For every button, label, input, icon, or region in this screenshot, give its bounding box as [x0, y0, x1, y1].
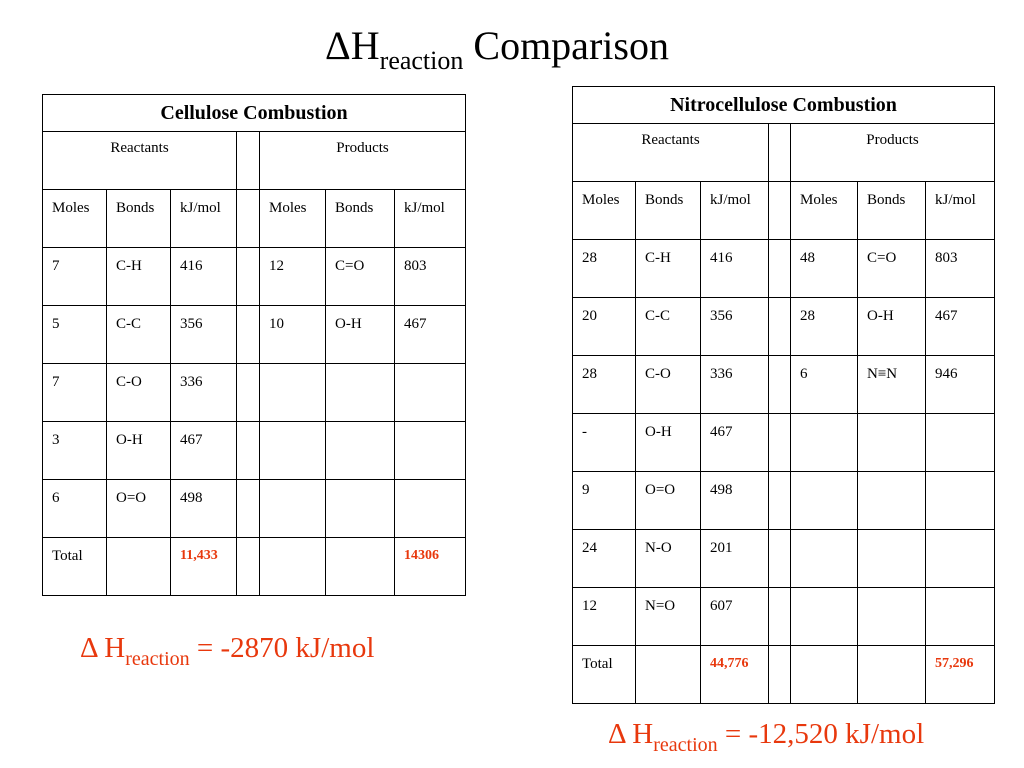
table-cell: N=O: [636, 588, 701, 646]
table-cell: 10: [260, 306, 326, 364]
column-header: Moles: [791, 182, 858, 240]
table-cell: 607: [701, 588, 769, 646]
column-header: kJ/mol: [701, 182, 769, 240]
table-cell: C-C: [636, 298, 701, 356]
table-cell: [926, 472, 995, 530]
table-cell: [395, 422, 466, 480]
separator-cell: [769, 588, 791, 646]
table-cell: C-H: [107, 248, 171, 306]
separator-cell: [237, 538, 260, 596]
table-cell: C-O: [636, 356, 701, 414]
total-label: Total: [573, 646, 636, 704]
table-cell: C-O: [107, 364, 171, 422]
reactants-label: Reactants: [43, 132, 237, 190]
table-cell: [926, 588, 995, 646]
table-cell: O=O: [107, 480, 171, 538]
table-cell: 803: [395, 248, 466, 306]
table-heading-row: [43, 95, 466, 132]
table-heading: Cellulose Combustion: [43, 95, 466, 132]
table-cell: [858, 414, 926, 472]
result-delta-h: Δ H: [80, 632, 126, 664]
total-row: [573, 646, 995, 704]
table-cell: N-O: [636, 530, 701, 588]
column-header: kJ/mol: [926, 182, 995, 240]
table-cell: [791, 472, 858, 530]
result-subscript: reaction: [653, 734, 718, 756]
table-cell: [326, 480, 395, 538]
cellulose-enthalpy-result: [80, 632, 375, 670]
table-cell: [326, 364, 395, 422]
table-cell: 5: [43, 306, 107, 364]
products-label: Products: [791, 124, 995, 182]
table-cell: 48: [791, 240, 858, 298]
table-cell: [260, 364, 326, 422]
table-row: [43, 422, 466, 480]
separator-cell: [769, 530, 791, 588]
column-header: Bonds: [107, 190, 171, 248]
title-subscript: reaction: [379, 46, 464, 75]
table-cell: [260, 422, 326, 480]
separator-cell: [237, 422, 260, 480]
nitrocellulose-enthalpy-result: [608, 718, 925, 756]
table-cell: [260, 538, 326, 596]
table-cell: 6: [791, 356, 858, 414]
separator-cell: [769, 124, 791, 182]
table-row: [573, 414, 995, 472]
table-cell: [858, 588, 926, 646]
table-row: [573, 472, 995, 530]
separator-cell: [769, 472, 791, 530]
table-cell: [926, 530, 995, 588]
result-value: = -2870 kJ/mol: [189, 632, 375, 664]
table-cell: O-H: [326, 306, 395, 364]
table-cell: 7: [43, 248, 107, 306]
table-cell: O-H: [636, 414, 701, 472]
table-cell: 946: [926, 356, 995, 414]
separator-cell: [769, 240, 791, 298]
separator-cell: [237, 364, 260, 422]
separator-cell: [237, 248, 260, 306]
table-cell: [791, 530, 858, 588]
table-cell: C=O: [858, 240, 926, 298]
table-row: [573, 588, 995, 646]
table-heading-row: [573, 87, 995, 124]
table-group-row: [43, 132, 466, 190]
table-cell: 416: [171, 248, 237, 306]
table-cell: N≡N: [858, 356, 926, 414]
table-cell: 336: [701, 356, 769, 414]
table-cell: 3: [43, 422, 107, 480]
separator-cell: [237, 132, 260, 190]
result-subscript: reaction: [125, 648, 190, 670]
title-text: Comparison: [463, 23, 669, 68]
table-cell: [326, 422, 395, 480]
separator-cell: [769, 646, 791, 704]
table-row: [573, 298, 995, 356]
table-cell: 467: [171, 422, 237, 480]
separator-cell: [769, 182, 791, 240]
products-total: 57,296: [926, 646, 995, 704]
table-cell: [107, 538, 171, 596]
table-cell: 20: [573, 298, 636, 356]
table-cell: 467: [926, 298, 995, 356]
table-cell: C=O: [326, 248, 395, 306]
cellulose-combustion-table: [42, 94, 466, 596]
table-cell: C-C: [107, 306, 171, 364]
separator-cell: [237, 306, 260, 364]
table-row: [573, 356, 995, 414]
separator-cell: [769, 356, 791, 414]
table-cell: -: [573, 414, 636, 472]
table-cell: 467: [395, 306, 466, 364]
table-cell: [926, 414, 995, 472]
table-row: [43, 480, 466, 538]
table-cell: O-H: [107, 422, 171, 480]
table-cell: [858, 530, 926, 588]
table-group-row: [573, 124, 995, 182]
table-cell: 12: [573, 588, 636, 646]
reactants-label: Reactants: [573, 124, 769, 182]
column-header: Bonds: [858, 182, 926, 240]
table-cell: [791, 588, 858, 646]
page-title: [0, 20, 994, 75]
table-cell: [395, 480, 466, 538]
table-cell: 336: [171, 364, 237, 422]
table-cell: 467: [701, 414, 769, 472]
table-cell: 12: [260, 248, 326, 306]
table-row: [43, 306, 466, 364]
total-row: [43, 538, 466, 596]
table-cell: 28: [573, 356, 636, 414]
table-cell: 498: [171, 480, 237, 538]
table-cell: C-H: [636, 240, 701, 298]
table-heading: Nitrocellulose Combustion: [573, 87, 995, 124]
column-header-row: [573, 182, 995, 240]
table-cell: [326, 538, 395, 596]
result-value: = -12,520 kJ/mol: [717, 718, 925, 750]
table-row: [43, 364, 466, 422]
column-header-row: [43, 190, 466, 248]
result-delta-h: Δ H: [608, 718, 654, 750]
table-row: [573, 530, 995, 588]
separator-cell: [237, 480, 260, 538]
table-cell: [395, 364, 466, 422]
table-cell: [858, 472, 926, 530]
products-total: 14306: [395, 538, 466, 596]
separator-cell: [237, 190, 260, 248]
table-cell: 6: [43, 480, 107, 538]
column-header: Moles: [573, 182, 636, 240]
column-header: kJ/mol: [395, 190, 466, 248]
column-header: kJ/mol: [171, 190, 237, 248]
table-cell: O=O: [636, 472, 701, 530]
total-label: Total: [43, 538, 107, 596]
table-cell: 498: [701, 472, 769, 530]
table-cell: 416: [701, 240, 769, 298]
table-cell: 356: [701, 298, 769, 356]
table-cell: 201: [701, 530, 769, 588]
table-cell: 803: [926, 240, 995, 298]
table-cell: [858, 646, 926, 704]
separator-cell: [769, 298, 791, 356]
products-label: Products: [260, 132, 466, 190]
title-delta-h: ΔH: [325, 23, 380, 68]
table-cell: 9: [573, 472, 636, 530]
column-header: Bonds: [326, 190, 395, 248]
nitrocellulose-combustion-table: [572, 86, 995, 704]
table-cell: [260, 480, 326, 538]
table-cell: 7: [43, 364, 107, 422]
reactants-total: 11,433: [171, 538, 237, 596]
column-header: Moles: [43, 190, 107, 248]
table-row: [43, 248, 466, 306]
separator-cell: [769, 414, 791, 472]
table-cell: [636, 646, 701, 704]
table-row: [573, 240, 995, 298]
table-cell: 356: [171, 306, 237, 364]
table-cell: [791, 646, 858, 704]
column-header: Moles: [260, 190, 326, 248]
column-header: Bonds: [636, 182, 701, 240]
reactants-total: 44,776: [701, 646, 769, 704]
table-cell: 28: [573, 240, 636, 298]
table-cell: 24: [573, 530, 636, 588]
table-cell: 28: [791, 298, 858, 356]
table-cell: O-H: [858, 298, 926, 356]
table-cell: [791, 414, 858, 472]
